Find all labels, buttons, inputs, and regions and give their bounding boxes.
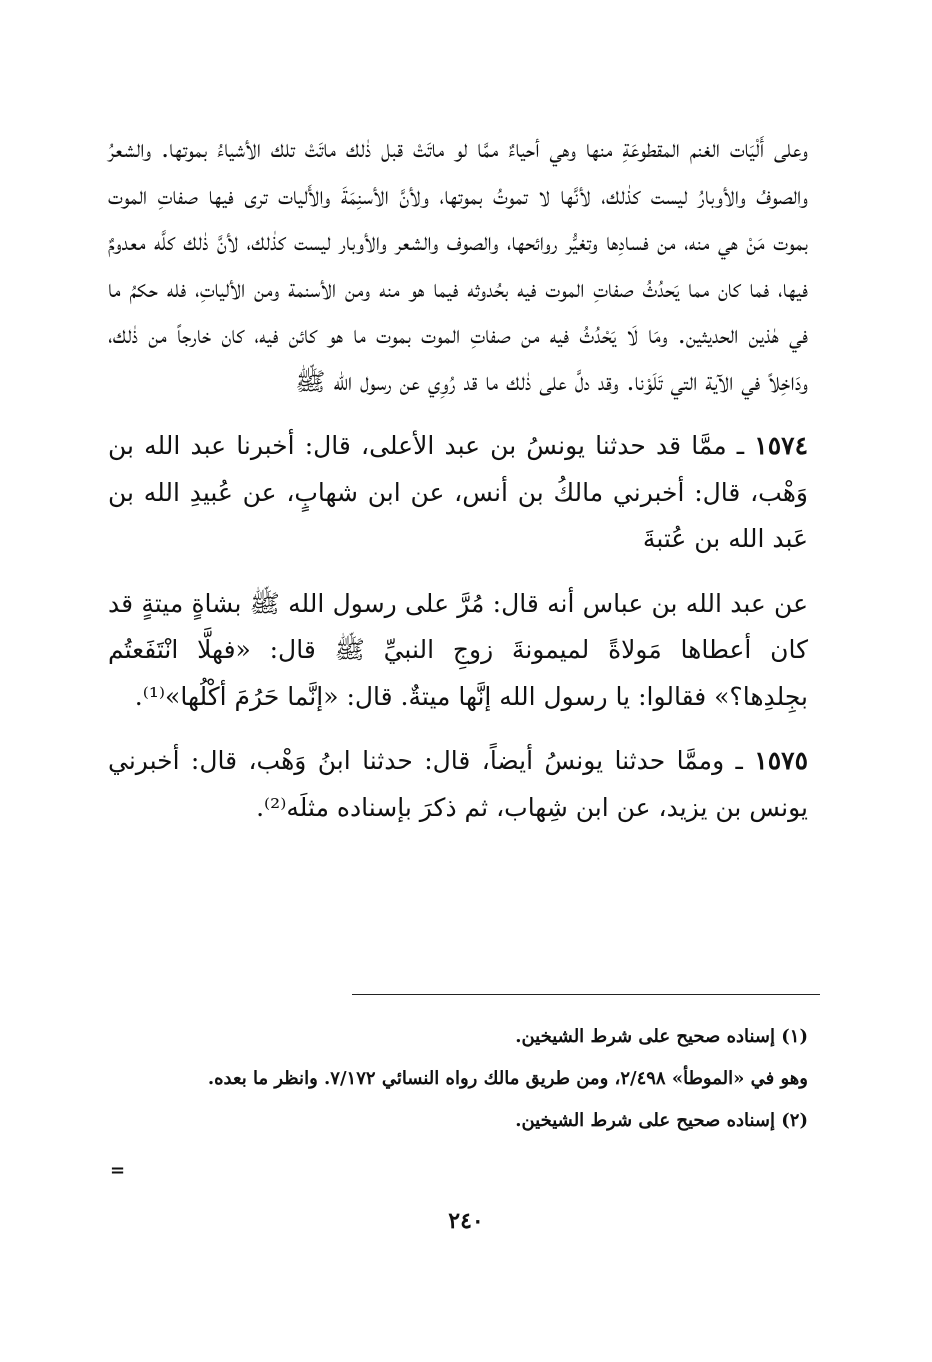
hadith-1574-text: ـ ممَّا قد حدثنا يونسُ بن عبد الأعلى، قال: أخبرنا عبد الله بن وَهْب، قال: أخبرني مالكُ بن أنس، عن ابن شهابٍ، عن عُبيدِ الله بن عَبد الله بن عُتبةَ (108, 431, 808, 553)
page-number: ٢٤٠ (448, 1208, 484, 1234)
footnotes (108, 1018, 808, 1140)
hadith-number-1574: ١٥٧٤ (754, 431, 808, 460)
footnote-2: (٢) إسناده صحيح على شرط الشيخين. (515, 1110, 808, 1131)
paragraph-hadith-1574 (108, 423, 808, 563)
footnote-1: (١) إسناده صحيح على شرط الشيخين. (515, 1026, 808, 1047)
continued-mark: = (110, 1160, 126, 1181)
paragraph-hadith-matn: عن عبد الله بن عباس أنه قال: مُرَّ على رسول الله ﷺ بشاةٍ ميتةٍ قد كان أعطاها مَولاةً لميمونةَ زوجِ النبيِّ ﷺ قال: «فهلَّا انْتَفَعتُم بجِلدِها؟» فقالوا: يا رسول الله إنَّها ميتةٌ. قال: «إنَّما حَرُمَ أكْلُها»⁽¹⁾. (108, 588, 809, 711)
footnote-separator (352, 994, 820, 995)
hadith-number-1575: ١٥٧٥ (754, 746, 808, 775)
hadith-1575-text: ـ وممَّا حدثنا يونسُ أيضاً، قال: حدثنا ابنُ وَهْب، قال: أخبرني يونس بن يزيد، عن ابن شِهاب، ثم ذكرَ بإسناده مثلَه⁽²⁾. (108, 746, 808, 822)
main-text (108, 126, 808, 831)
paragraph-commentary: وعلى أَلْيَات الغنم المقطوعَةِ منها وهي أحياءٌ ممَّا لو ماتَتْ قبل ذٰلك ماتَتْ تلك الأشياءُ بموتها. والشعرُ والصوفُ والأوبارُ ليست كذٰلك، لأنَّها لا تموتُ بموتها، ولأنَّ الأسنِمَةَ والأَليات ترى فيها صفاتِ الموت بموت مَنْ هي منه، من فسادِها وتغيُّر روائحها، والصوف والشعر والأوبار ليست كذٰلك، لأنَّ ذٰلك كلَّه معدومٌ فيها، فما كان مما يَحدُثُ صفاتِ الموت فيه بحُدوثه فيما هو منه ومن الأسنمة ومن الألياتِ، فله حكمُ ما في هٰذين الحديثين. ومَا لَا يَحْدُثُ فيه من صفاتِ الموت بموت ما هو كائن فيه، كان خارجاً من ذٰلك، ودَاخِلاً في الآية التي تَلَوْنا. وقد دلَّ على ذٰلك ما قد رُوِي عن رسول الله ﷺ (108, 134, 808, 396)
paragraph-hadith-1575 (108, 738, 808, 831)
footnote-1-continued: وهو في «الموطأ» ٢/٤٩٨، ومن طريق مالك رواه النسائي ٧/١٧٢. وانظر ما بعده. (207, 1068, 808, 1089)
